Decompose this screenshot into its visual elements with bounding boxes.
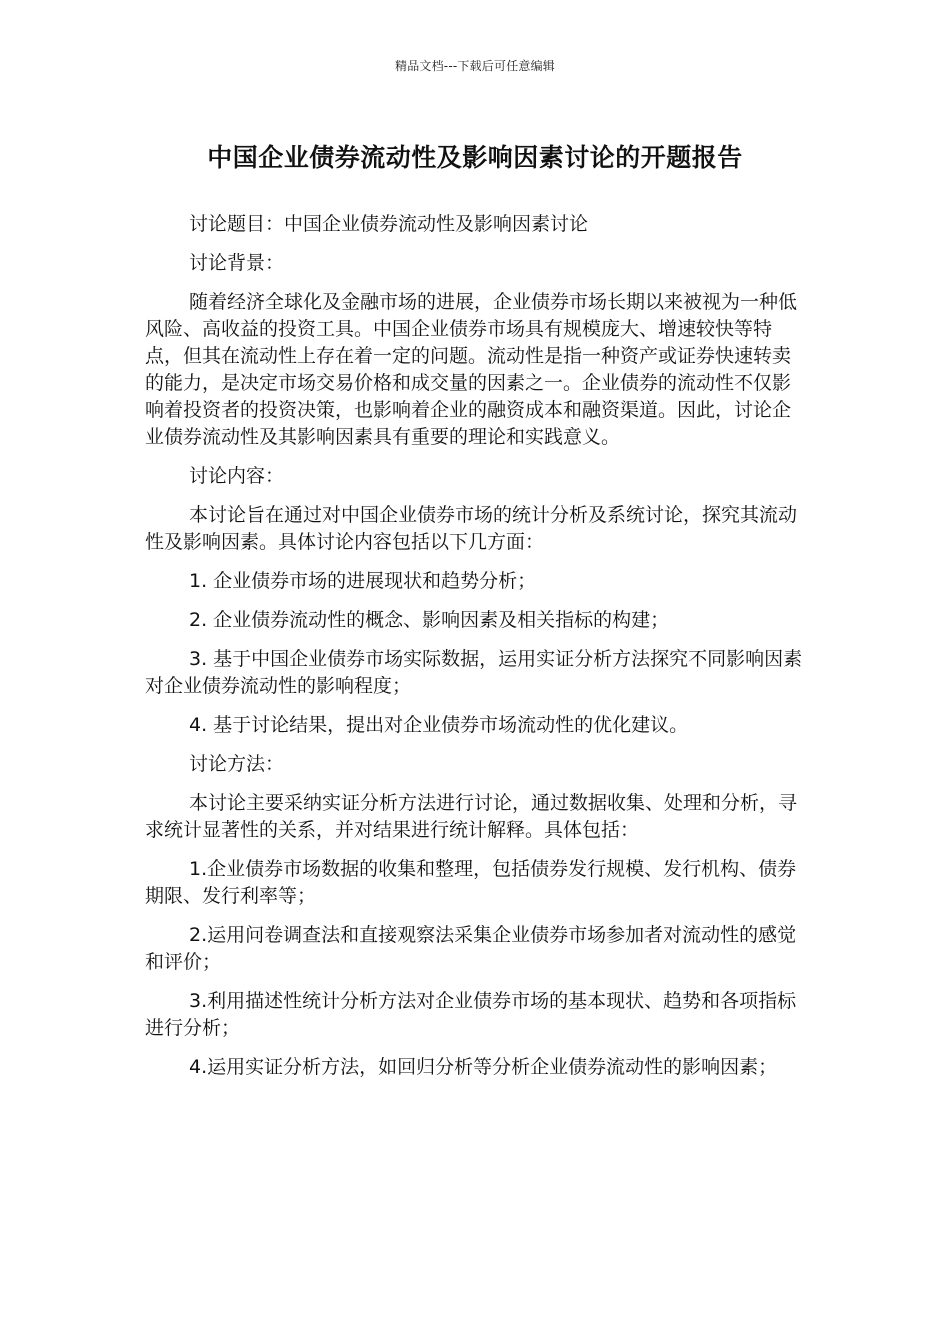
content-item-3: 3. 基于中国企业债券市场实际数据，运用实证分析方法探究不同影响因素对企业债券流动性的影响程度； [145, 648, 803, 697]
method-item-2: 2.运用问卷调查法和直接观察法采集企业债券市场参加者对流动性的感觉和评价； [145, 924, 797, 973]
method-item-3: 3.利用描述性统计分析方法对企业债券市场的基本现状、趋势和各项指标进行分析； [145, 990, 797, 1039]
content-item-2: 2. 企业债券流动性的概念、影响因素及相关指标的构建； [189, 609, 670, 631]
document-body [145, 211, 805, 1093]
method-heading: 讨论方法： [189, 753, 285, 775]
content-item-1: 1. 企业债券市场的进展现状和趋势分析； [189, 570, 537, 592]
method-item-1: 1.企业债券市场数据的收集和整理，包括债券发行规模、发行机构、债券期限、发行利率等； [145, 858, 797, 907]
method-item-4: 4.运用实证分析方法，如回归分析等分析企业债券流动性的影响因素； [189, 1056, 778, 1078]
content-heading: 讨论内容： [189, 465, 285, 487]
content-item-4: 4. 基于讨论结果，提出对企业债券市场流动性的优化建议。 [189, 714, 689, 736]
method-intro-paragraph: 本讨论主要采纳实证分析方法进行讨论，通过数据收集、处理和分析，寻求统计显著性的关系，并对结果进行统计解释。具体包括： [145, 792, 798, 841]
background-paragraph: 随着经济全球化及金融市场的进展，企业债券市场长期以来被视为一种低风险、高收益的投资工具。中国企业债券市场具有规模庞大、增速较快等特点，但其在流动性上存在着一定的问题。流动性是指一种资产或证券快速转卖的能力，是决定市场交易价格和成交量的因素之一。企业债券的流动性不仅影响着投资者的投资决策，也影响着企业的融资成本和融资渠道。因此，讨论企业债券流动性及其影响因素具有重要的理论和实践意义。 [145, 291, 798, 448]
document-title: 中国企业债券流动性及影响因素讨论的开题报告 [207, 143, 743, 172]
content-intro-paragraph: 本讨论旨在通过对中国企业债券市场的统计分析及系统讨论，探究其流动性及影响因素。具体讨论内容包括以下几方面： [145, 504, 798, 553]
page-header-note: 精品文档---下载后可任意编辑 [395, 59, 555, 73]
background-heading: 讨论背景： [189, 252, 285, 274]
topic-line: 讨论题目：中国企业债券流动性及影响因素讨论 [189, 213, 589, 235]
